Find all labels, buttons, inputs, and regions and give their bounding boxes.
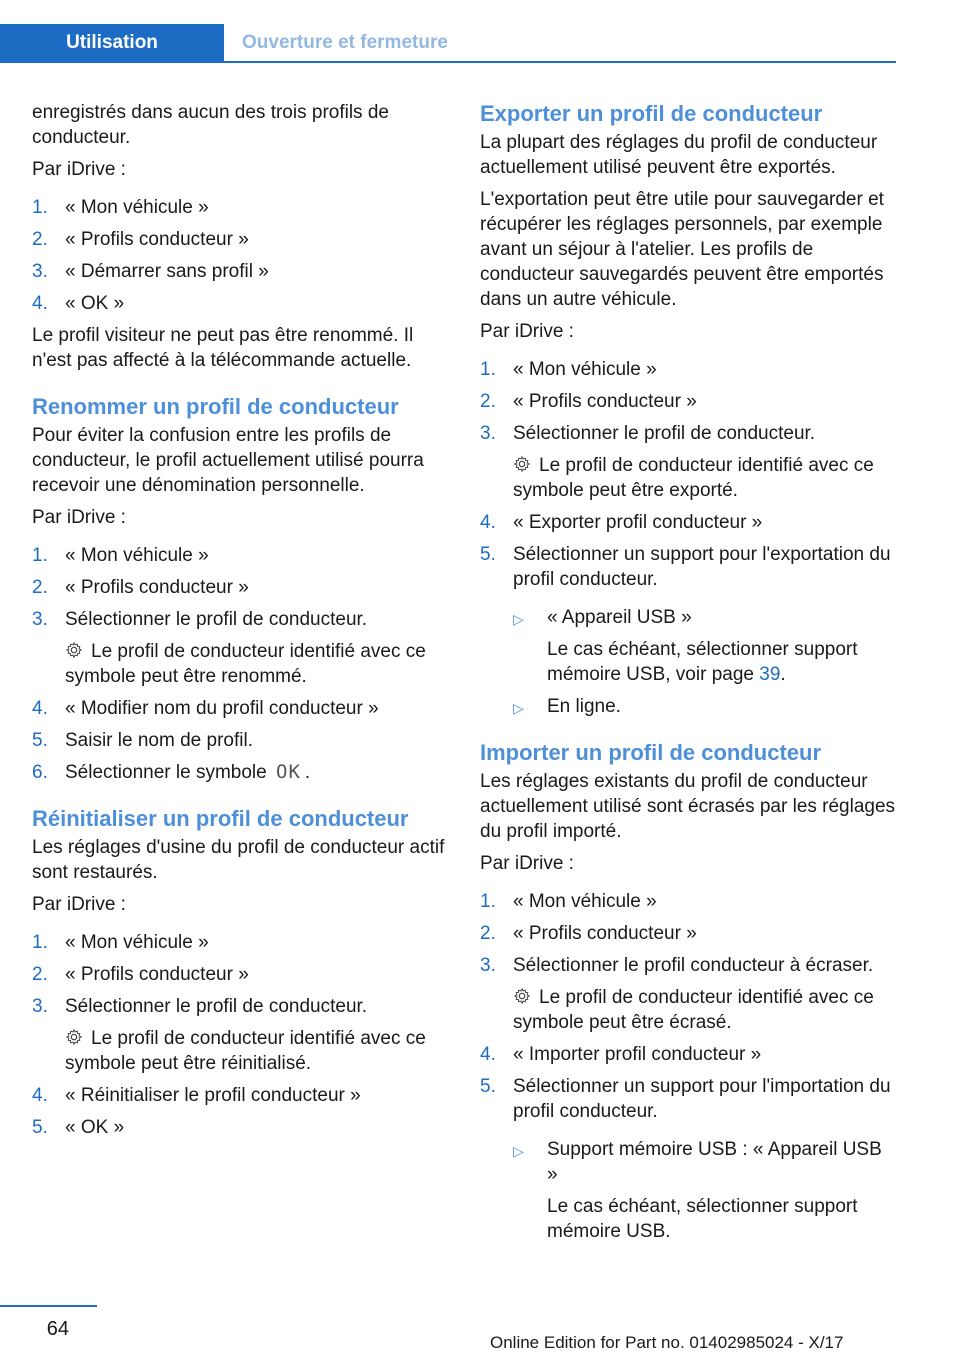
gear-icon	[65, 1028, 83, 1046]
list-item: 4. « Importer profil conducteur »	[480, 1044, 762, 1065]
par-idrive-label: Par iDrive :	[32, 507, 126, 528]
sub-list-item: ▷ En ligne.	[513, 694, 896, 719]
list-item: 4. « OK »	[32, 293, 125, 314]
left-column	[32, 100, 452, 1147]
gear-icon	[65, 641, 83, 659]
ok-symbol-icon: OK	[276, 761, 301, 783]
section-heading-rename: Renommer un profil de conducteur	[32, 394, 399, 419]
page-number: 64	[46, 1318, 69, 1340]
gear-icon	[513, 987, 531, 1005]
edition-text: Online Edition for Part no. 01402985024 - X/17	[490, 1333, 844, 1352]
list-item: 3. Sélectionner le profil de conducteur.	[32, 609, 368, 630]
rename-text: Pour éviter la confusion entre les profils de conducteur, le profil actuellement utilisé pourra recevoir une dénomination personnelle.	[32, 425, 424, 496]
header-divider	[0, 61, 896, 63]
sub-list-item: ▷ « Appareil USB »	[513, 605, 896, 630]
triangle-bullet-icon: ▷	[513, 1143, 524, 1159]
page-header	[0, 0, 960, 64]
section-heading-reset: Réinitialiser un profil de conducteur	[32, 806, 409, 831]
triangle-bullet-icon: ▷	[513, 700, 524, 716]
par-idrive-label: Par iDrive :	[480, 321, 574, 342]
list-item: 2. « Profils conducteur »	[480, 923, 697, 944]
list-item: 4. « Réinitialiser le profil conducteur »	[32, 1085, 361, 1106]
list-item: 3. Sélectionner le profil conducteur à écraser.	[480, 955, 874, 976]
list-item: 5. Saisir le nom de profil.	[32, 730, 253, 751]
par-idrive-label: Par iDrive :	[480, 853, 574, 874]
symbol-note: Le profil de conducteur identifié avec ce symbole peut être renommé.	[65, 641, 426, 687]
list-item: 6. Sélectionner le symbole OK .	[32, 761, 311, 783]
sub-list	[480, 1131, 896, 1244]
list-item: 3. Sélectionner le profil de conducteur.	[32, 996, 368, 1017]
sub-list	[480, 599, 896, 719]
export-text-2: L'exportation peut être utile pour sauvegarder et récupérer les réglages personnels, par exemple avant un séjour à l'atelier. Les profils de conducteur sauvegardés peuvent être emportés dans un autre véhicule.	[480, 189, 884, 310]
list-item: 1. « Mon véhicule »	[32, 545, 209, 566]
list-item: 5. « OK »	[32, 1117, 125, 1138]
footer-divider	[0, 1305, 97, 1307]
symbol-note: Le profil de conducteur identifié avec ce symbole peut être réinitialisé.	[65, 1028, 426, 1074]
section-heading-export: Exporter un profil de conducteur	[480, 101, 823, 126]
sub-note: Le cas échéant, sélectionner support mémoire USB, voir page 39.	[547, 639, 858, 685]
right-column	[480, 100, 896, 1251]
visitor-note: Le profil visiteur ne peut pas être renommé. Il n'est pas affecté à la télécommande actuelle.	[32, 325, 414, 371]
export-text-1: La plupart des réglages du profil de conducteur actuellement utilisé peuvent être exportés.	[480, 132, 878, 178]
list-item: 2. « Profils conducteur »	[32, 229, 249, 250]
list-item: 5. Sélectionner un support pour l'exportation du profil conducteur.	[480, 544, 891, 590]
section-heading-import: Importer un profil de conducteur	[480, 740, 822, 765]
list-item: 1. « Mon véhicule »	[32, 932, 209, 953]
list-item: 1. « Mon véhicule »	[480, 891, 657, 912]
steps-list	[32, 189, 452, 316]
list-item: 2. « Profils conducteur »	[480, 391, 697, 412]
list-item: 4. « Modifier nom du profil conducteur »	[32, 698, 379, 719]
steps-list	[480, 351, 896, 719]
list-item: 2. « Profils conducteur »	[32, 964, 249, 985]
list-item: 3. Sélectionner le profil de conducteur.	[480, 423, 816, 444]
tab-ouverture-fermeture[interactable]: Ouverture et fermeture	[242, 32, 448, 53]
sub-note: Le cas échéant, sélectionner support mémoire USB.	[547, 1196, 858, 1242]
symbol-note: Le profil de conducteur identifié avec ce symbole peut être écrasé.	[513, 987, 874, 1033]
import-text: Les réglages existants du profil de conducteur actuellement utilisé sont écrasés par les réglages du profil importé.	[480, 771, 896, 842]
list-item: 2. « Profils conducteur »	[32, 577, 249, 598]
tab-utilisation[interactable]: Utilisation	[0, 24, 224, 62]
steps-list	[32, 537, 452, 785]
reset-text: Les réglages d'usine du profil de conducteur actif sont restaurés.	[32, 837, 445, 883]
par-idrive-label: Par iDrive :	[32, 159, 126, 180]
steps-list	[480, 883, 896, 1244]
sub-list-item: ▷ Support mémoire USB : « Appareil USB »	[513, 1139, 882, 1185]
symbol-note: Le profil de conducteur identifié avec ce symbole peut être exporté.	[513, 455, 874, 501]
page-link[interactable]: 39	[759, 664, 781, 685]
list-item: 1. « Mon véhicule »	[32, 197, 209, 218]
list-item: 4. « Exporter profil conducteur »	[480, 512, 763, 533]
steps-list	[32, 924, 452, 1140]
triangle-bullet-icon: ▷	[513, 611, 524, 627]
list-item: 3. « Démarrer sans profil »	[32, 261, 269, 282]
intro-text: enregistrés dans aucun des trois profils de conducteur.	[32, 102, 389, 148]
list-item: 1. « Mon véhicule »	[480, 359, 657, 380]
gear-icon	[513, 455, 531, 473]
par-idrive-label: Par iDrive :	[32, 894, 126, 915]
list-item: 5. Sélectionner un support pour l'importation du profil conducteur.	[480, 1076, 891, 1122]
